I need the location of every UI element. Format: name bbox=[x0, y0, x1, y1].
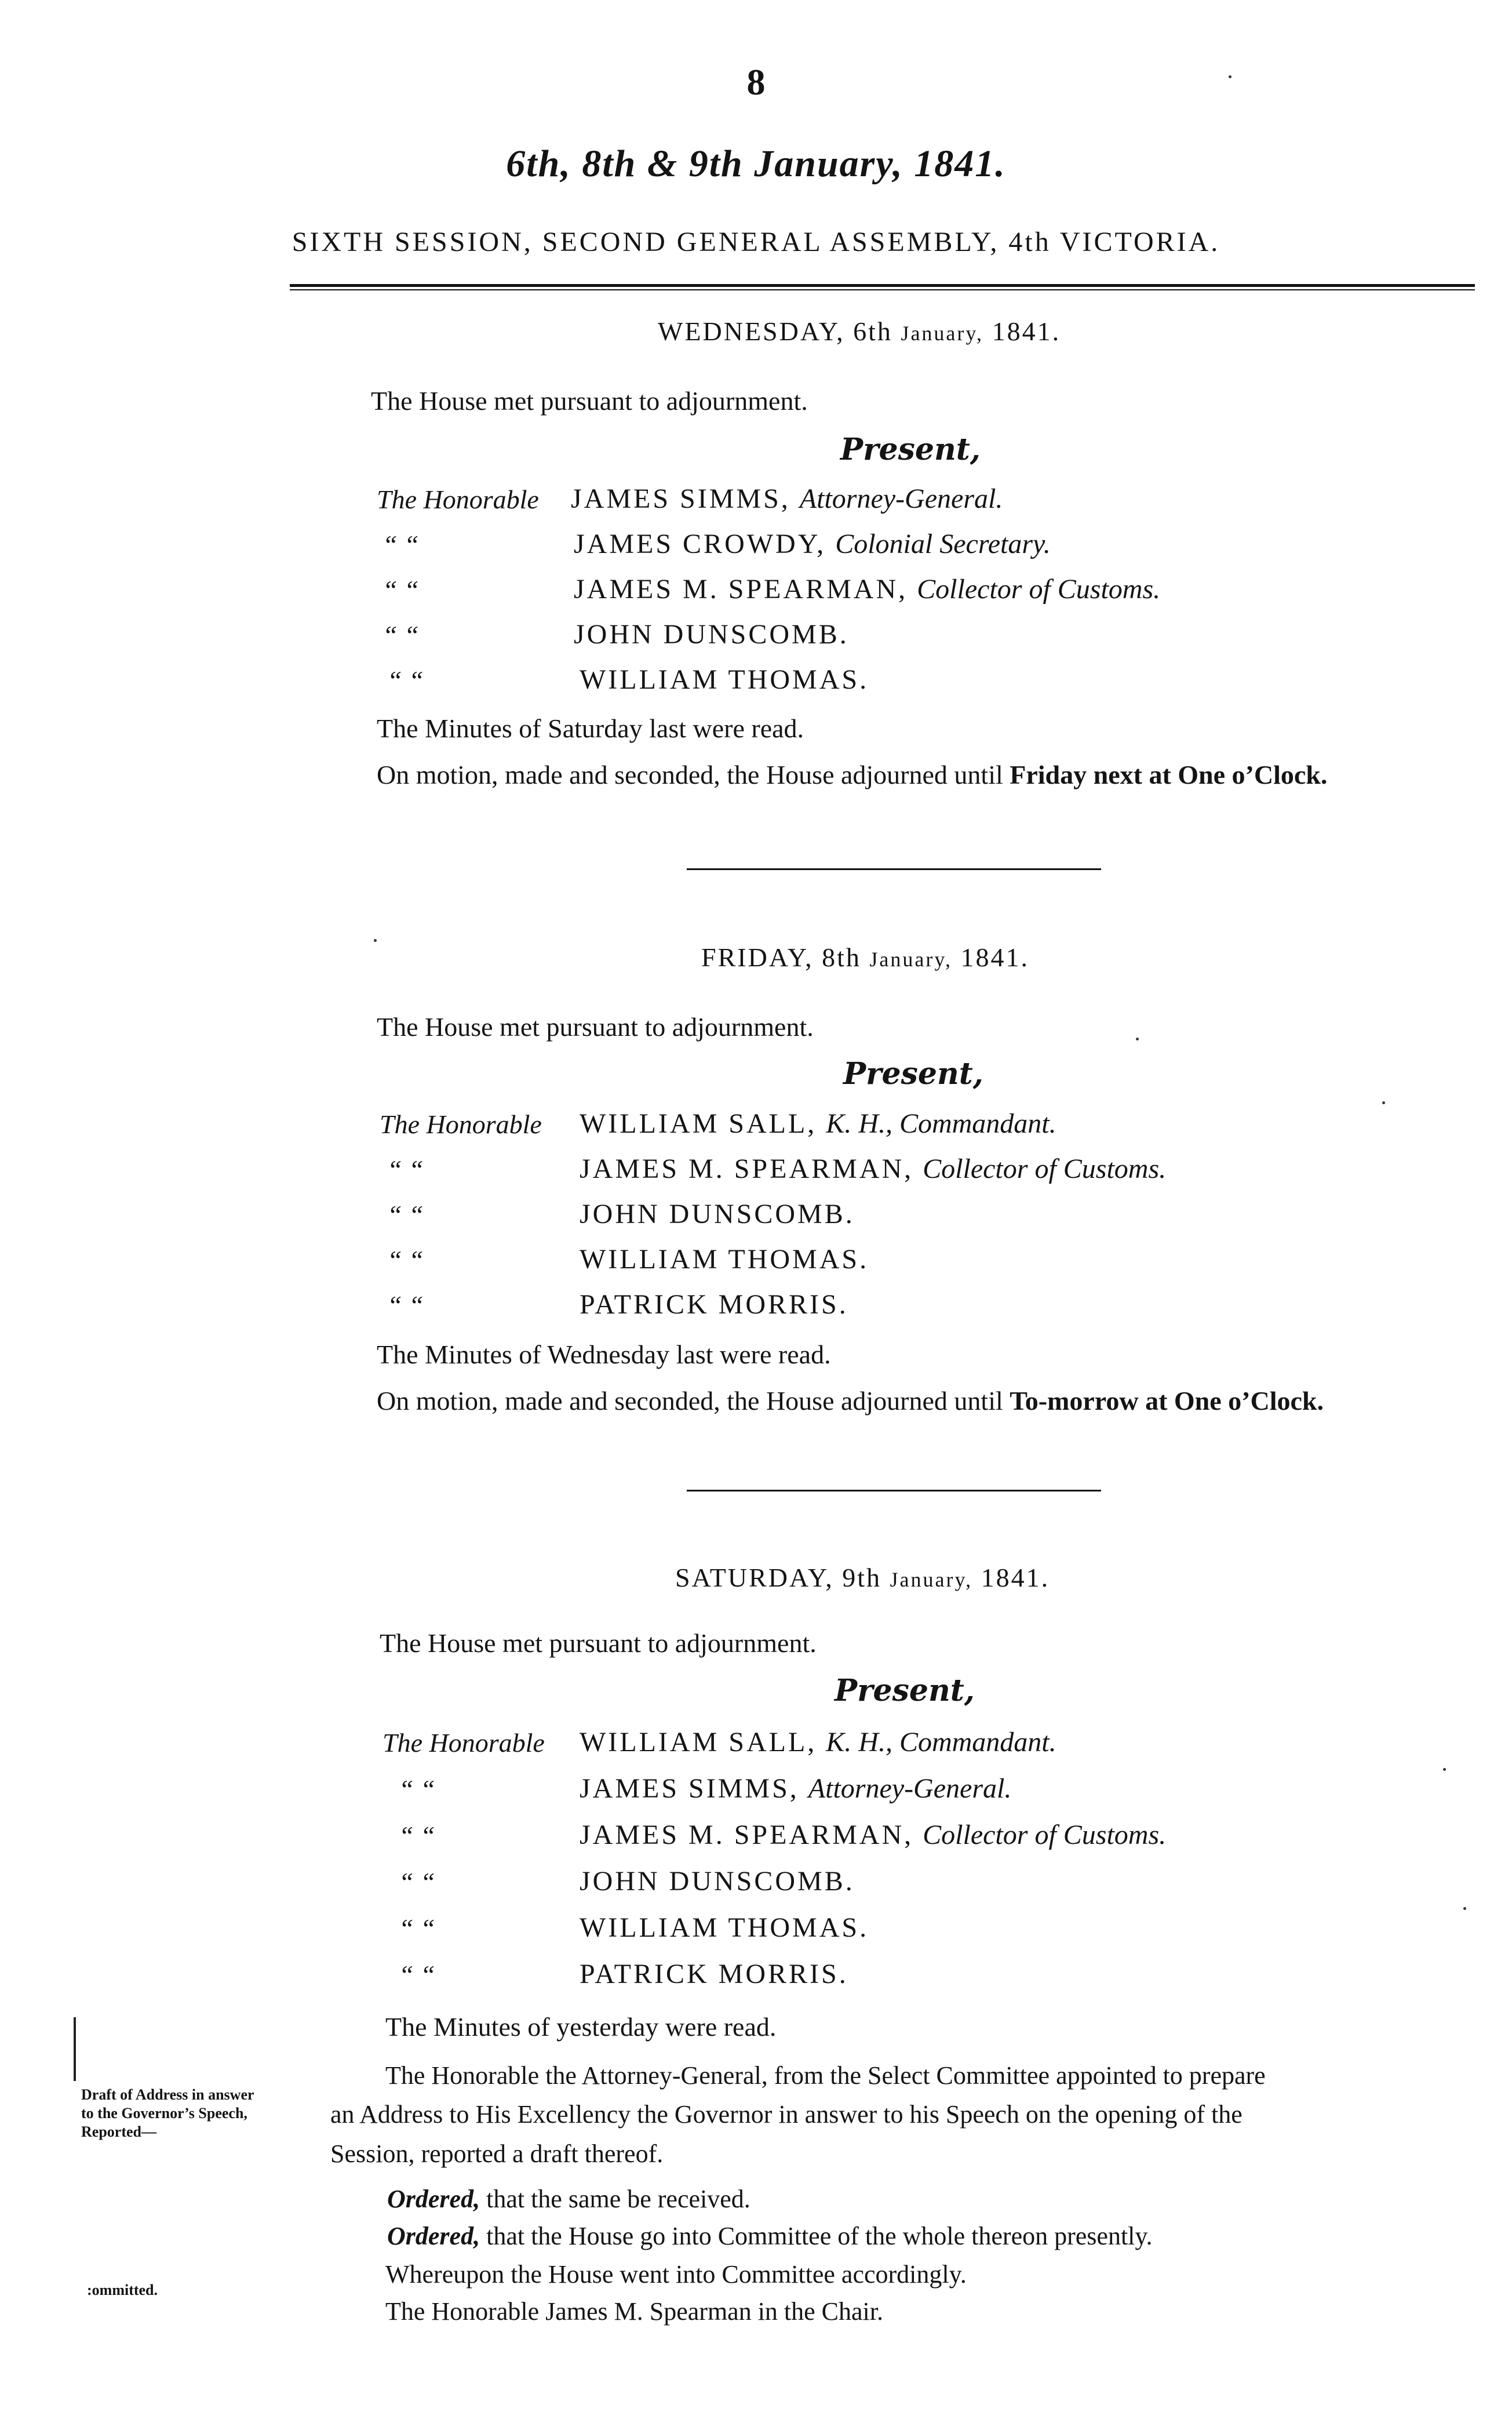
member-name bbox=[580, 1958, 848, 1990]
member-name-text: JOHN DUNSCOMB. bbox=[580, 1199, 855, 1229]
member-prefix: “ “ bbox=[399, 1913, 435, 1943]
member-name-text: JAMES M. SPEARMAN, bbox=[574, 574, 908, 605]
wednesday-motion-time: Friday next at One o’Clock. bbox=[1010, 760, 1328, 790]
friday-motion bbox=[377, 1385, 1324, 1416]
wednesday-motion bbox=[377, 759, 1327, 790]
saturday-ordered-2 bbox=[387, 2221, 1153, 2251]
ordered-word: Ordered, bbox=[387, 2222, 480, 2250]
member-prefix: “ “ bbox=[382, 620, 419, 650]
member-name-text: WILLIAM SALL, bbox=[580, 1108, 817, 1139]
member-prefix: “ “ bbox=[399, 1867, 435, 1897]
member-name bbox=[580, 1289, 848, 1320]
friday-heading-month: January, bbox=[869, 948, 952, 971]
margin-note-draft bbox=[81, 2086, 254, 2141]
saturday-heading-year: 1841. bbox=[981, 1563, 1050, 1592]
wednesday-heading-year: 1841. bbox=[992, 316, 1061, 346]
friday-met: The House met pursuant to adjournment. bbox=[377, 1012, 814, 1042]
member-name bbox=[580, 1819, 1166, 1851]
member-prefix: “ “ bbox=[399, 1821, 435, 1850]
saturday-heading-month: January, bbox=[890, 1568, 973, 1591]
margin-bar bbox=[74, 2017, 76, 2081]
wednesday-present: Present, bbox=[840, 432, 981, 467]
member-name-text: WILLIAM THOMAS. bbox=[580, 664, 869, 695]
member-prefix: “ “ bbox=[382, 530, 419, 559]
member-name-text: JAMES SIMMS, bbox=[580, 1773, 799, 1804]
page-subtitle: SIXTH SESSION, SECOND GENERAL ASSEMBLY, 4th VICTORIA. bbox=[292, 227, 1220, 257]
member-name bbox=[574, 619, 849, 650]
scan-speck bbox=[1382, 1101, 1385, 1104]
member-name-text: WILLIAM THOMAS. bbox=[580, 1244, 869, 1275]
wednesday-motion-text: On motion, made and seconded, the House adjourned until bbox=[377, 760, 1003, 790]
member-name bbox=[580, 1726, 1056, 1758]
friday-heading-year: 1841. bbox=[960, 943, 1029, 972]
member-prefix: “ “ bbox=[387, 1245, 424, 1275]
member-prefix: “ “ bbox=[399, 1774, 435, 1804]
wednesday-met: The House met pursuant to adjournment. bbox=[371, 386, 808, 416]
margin-note-line: Reported— bbox=[81, 2123, 156, 2140]
member-name-text: WILLIAM THOMAS. bbox=[580, 1912, 869, 1943]
member-office: Collector of Customs. bbox=[917, 574, 1161, 605]
member-name-text: PATRICK MORRIS. bbox=[580, 1959, 848, 1989]
saturday-present: Present, bbox=[835, 1673, 975, 1708]
saturday-chair: The Honorable James M. Spearman in the Chair. bbox=[385, 2297, 884, 2326]
saturday-heading-day: SATURDAY, 9th bbox=[675, 1563, 881, 1592]
member-name-text: JAMES CROWDY, bbox=[574, 529, 826, 559]
section-separator bbox=[687, 1490, 1101, 1491]
member-prefix: The Honorable bbox=[377, 485, 539, 514]
member-office: Attorney-General. bbox=[799, 483, 1003, 514]
member-name-text: JOHN DUNSCOMB. bbox=[580, 1866, 855, 1897]
wednesday-heading-month: January, bbox=[901, 322, 984, 345]
member-prefix: “ “ bbox=[387, 665, 424, 695]
member-name bbox=[574, 528, 1051, 560]
margin-note-line: to the Governor’s Speech, bbox=[81, 2105, 247, 2122]
member-name bbox=[580, 1198, 855, 1230]
member-name-text: WILLIAM SALL, bbox=[580, 1727, 817, 1758]
member-office: K. H., Commandant. bbox=[826, 1108, 1056, 1139]
page-number: 8 bbox=[746, 61, 766, 103]
member-name-text: JAMES SIMMS, bbox=[571, 483, 790, 514]
wednesday-heading bbox=[658, 316, 1061, 347]
scan-speck bbox=[1136, 1038, 1139, 1040]
member-office: K. H., Commandant. bbox=[826, 1727, 1056, 1758]
member-prefix: “ “ bbox=[387, 1290, 424, 1320]
member-prefix: “ “ bbox=[387, 1155, 424, 1184]
saturday-ordered-1 bbox=[387, 2184, 750, 2214]
member-prefix: The Honorable bbox=[382, 1728, 545, 1758]
saturday-report-line-2: an Address to His Excellency the Governor in answer to his Speech on the opening of the bbox=[330, 2100, 1243, 2129]
ordered-word: Ordered, bbox=[387, 2185, 480, 2213]
member-office: Attorney-General. bbox=[808, 1773, 1012, 1804]
margin-note-line: Draft of Address in answer bbox=[81, 2086, 254, 2103]
ordered-text: that the House go into Committee of the whole thereon presently. bbox=[486, 2222, 1153, 2250]
member-office: Colonial Secretary. bbox=[835, 529, 1051, 559]
member-name-text: PATRICK MORRIS. bbox=[580, 1289, 848, 1320]
member-name bbox=[580, 1912, 869, 1944]
header-rule bbox=[290, 284, 1475, 287]
saturday-met: The House met pursuant to adjournment. bbox=[380, 1628, 817, 1658]
friday-heading-day: FRIDAY, 8th bbox=[701, 943, 861, 972]
member-name bbox=[580, 1243, 869, 1275]
margin-note-committed: :ommitted. bbox=[87, 2282, 158, 2298]
saturday-whereupon: Whereupon the House went into Committee accordingly. bbox=[385, 2260, 967, 2289]
friday-motion-text: On motion, made and seconded, the House adjourned until bbox=[377, 1386, 1003, 1416]
saturday-report-line-1: The Honorable the Attorney-General, from the Select Committee appointed to prepare bbox=[385, 2061, 1266, 2090]
scan-speck bbox=[1443, 1768, 1446, 1771]
scan-speck bbox=[1229, 75, 1232, 78]
saturday-heading bbox=[675, 1562, 1050, 1593]
member-name bbox=[580, 1153, 1166, 1185]
member-name-text: JAMES M. SPEARMAN, bbox=[580, 1820, 914, 1850]
member-prefix: “ “ bbox=[382, 575, 419, 605]
ordered-text: that the same be received. bbox=[486, 2185, 750, 2213]
saturday-minutes: The Minutes of yesterday were read. bbox=[385, 2012, 777, 2042]
scan-speck bbox=[1463, 1907, 1466, 1910]
saturday-report-line-3: Session, reported a draft thereof. bbox=[330, 2140, 664, 2168]
member-prefix: “ “ bbox=[399, 1960, 435, 1989]
friday-heading bbox=[701, 942, 1029, 973]
member-name bbox=[580, 664, 869, 696]
member-name bbox=[574, 573, 1160, 605]
section-separator bbox=[687, 868, 1101, 870]
page-title: 6th, 8th & 9th January, 1841. bbox=[506, 143, 1006, 185]
header-rule-thin bbox=[290, 289, 1475, 290]
scan-speck bbox=[374, 939, 377, 942]
member-name bbox=[580, 1773, 1011, 1804]
wednesday-minutes: The Minutes of Saturday last were read. bbox=[377, 714, 804, 743]
member-name-text: JOHN DUNSCOMB. bbox=[574, 619, 849, 650]
friday-motion-time: To-morrow at One o’Clock. bbox=[1010, 1386, 1324, 1416]
member-name bbox=[580, 1865, 855, 1897]
member-office: Collector of Customs. bbox=[923, 1154, 1167, 1184]
friday-present: Present, bbox=[843, 1056, 983, 1092]
member-name bbox=[580, 1108, 1056, 1140]
member-name-text: JAMES M. SPEARMAN, bbox=[580, 1154, 914, 1184]
member-name bbox=[571, 483, 1003, 515]
member-prefix: “ “ bbox=[387, 1200, 424, 1229]
wednesday-heading-day: WEDNESDAY, 6th bbox=[658, 316, 892, 346]
member-prefix: The Honorable bbox=[380, 1109, 542, 1139]
friday-minutes: The Minutes of Wednesday last were read. bbox=[377, 1340, 831, 1369]
member-office: Collector of Customs. bbox=[923, 1820, 1167, 1850]
